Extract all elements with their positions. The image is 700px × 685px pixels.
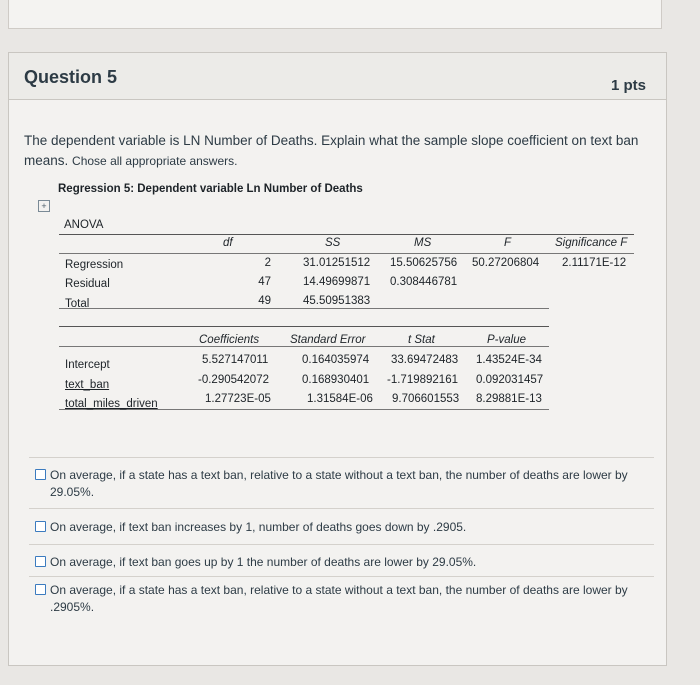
answer-option[interactable] — [35, 519, 645, 536]
coef-header-coefficients: Coefficients — [199, 334, 260, 346]
anova-row-label: Total — [65, 298, 90, 310]
answer-option-text: On average, if a state has a text ban, relative to a state without a text ban, the number of deaths are lower by 29.05%. — [50, 468, 628, 499]
regression-title: Regression 5: Dependent variable Ln Number of Deaths — [58, 183, 363, 195]
question-text-main: The dependent variable is LN Number of Deaths. Explain what the sample slope coefficient on text ban means. — [24, 133, 639, 168]
question-card — [8, 52, 667, 666]
coef-row-se: 0.168930401 — [302, 374, 370, 386]
option-divider — [29, 508, 654, 509]
anova-row-ms: 15.50625756 — [390, 257, 458, 269]
coef-header-rule — [59, 346, 549, 347]
checkbox[interactable] — [35, 469, 46, 480]
anova-row-ss: 14.49699871 — [303, 276, 371, 288]
coef-top-rule — [59, 326, 549, 327]
coef-row-se: 1.31584E-06 — [307, 393, 373, 405]
anova-row-label: Regression — [65, 259, 124, 271]
coef-header-std-error: Standard Error — [290, 334, 366, 346]
anova-top-rule — [59, 234, 634, 235]
anova-header-sigf: Significance F — [555, 237, 628, 249]
anova-header-ms: MS — [414, 237, 432, 249]
coef-row-tstat: 9.706601553 — [392, 393, 460, 405]
answer-option-text: On average, if a state has a text ban, relative to a state without a text ban, the number of deaths are lower by .2905%. — [50, 583, 628, 614]
question-text — [24, 131, 654, 171]
anova-header-rule — [59, 253, 634, 254]
coef-header-p-value: P-value — [487, 334, 526, 346]
coef-row-se: 0.164035974 — [302, 354, 370, 366]
anova-row-df: 49 — [258, 295, 271, 307]
coef-row-label: Intercept — [65, 359, 110, 371]
question-points: 1 pts — [610, 77, 646, 94]
coef-row-coef: -0.290542072 — [198, 374, 269, 386]
option-divider — [29, 544, 654, 545]
anova-row-ss: 45.50951383 — [303, 295, 371, 307]
anova-row-sigf: 2.11171E-12 — [562, 257, 627, 269]
anova-row-f: 50.27206804 — [472, 257, 540, 269]
anova-header-ss: SS — [325, 237, 341, 249]
anova-header-df: df — [223, 237, 233, 249]
anova-row-label: Residual — [65, 278, 110, 290]
answer-option[interactable] — [35, 582, 645, 616]
answer-option-text: On average, if text ban goes up by 1 the number of deaths are lower by 29.05%. — [50, 555, 477, 569]
option-divider — [29, 576, 654, 577]
checkbox[interactable] — [35, 521, 46, 532]
option-divider — [29, 457, 654, 458]
coef-row-tstat: -1.719892161 — [387, 374, 458, 386]
expand-icon[interactable]: + — [38, 200, 50, 212]
anova-header-f: F — [504, 237, 512, 249]
question-title: Question 5 — [24, 67, 118, 87]
coef-header-t-stat: t Stat — [408, 334, 435, 346]
coef-row-coef: 5.527147011 — [202, 354, 269, 366]
answer-option-text: On average, if text ban increases by 1, number of deaths goes down by .2905. — [50, 520, 467, 534]
anova-bottom-rule — [59, 308, 549, 309]
previous-question-strip — [8, 0, 662, 29]
anova-row-df: 2 — [264, 257, 271, 269]
coef-row-label: total_miles_driven — [65, 398, 158, 410]
coef-row-pvalue: 1.43524E-34 — [476, 354, 542, 366]
question-text-instruction: Chose all appropriate answers. — [72, 154, 238, 168]
anova-row-ss: 31.01251512 — [303, 257, 371, 269]
coef-row-label: text_ban — [65, 379, 110, 391]
coef-row-coef: 1.27723E-05 — [205, 393, 271, 405]
checkbox[interactable] — [35, 584, 46, 595]
coef-row-pvalue: 8.29881E-13 — [476, 393, 542, 405]
anova-row-ms: 0.308446781 — [390, 276, 458, 288]
coef-row-tstat: 33.69472483 — [391, 354, 459, 366]
checkbox[interactable] — [35, 556, 46, 567]
coef-row-pvalue: 0.092031457 — [476, 374, 544, 386]
anova-label: ANOVA — [64, 219, 104, 231]
anova-row-df: 47 — [258, 276, 271, 288]
answer-option[interactable] — [35, 467, 645, 501]
question-header — [9, 53, 666, 100]
answer-option[interactable] — [35, 554, 645, 571]
